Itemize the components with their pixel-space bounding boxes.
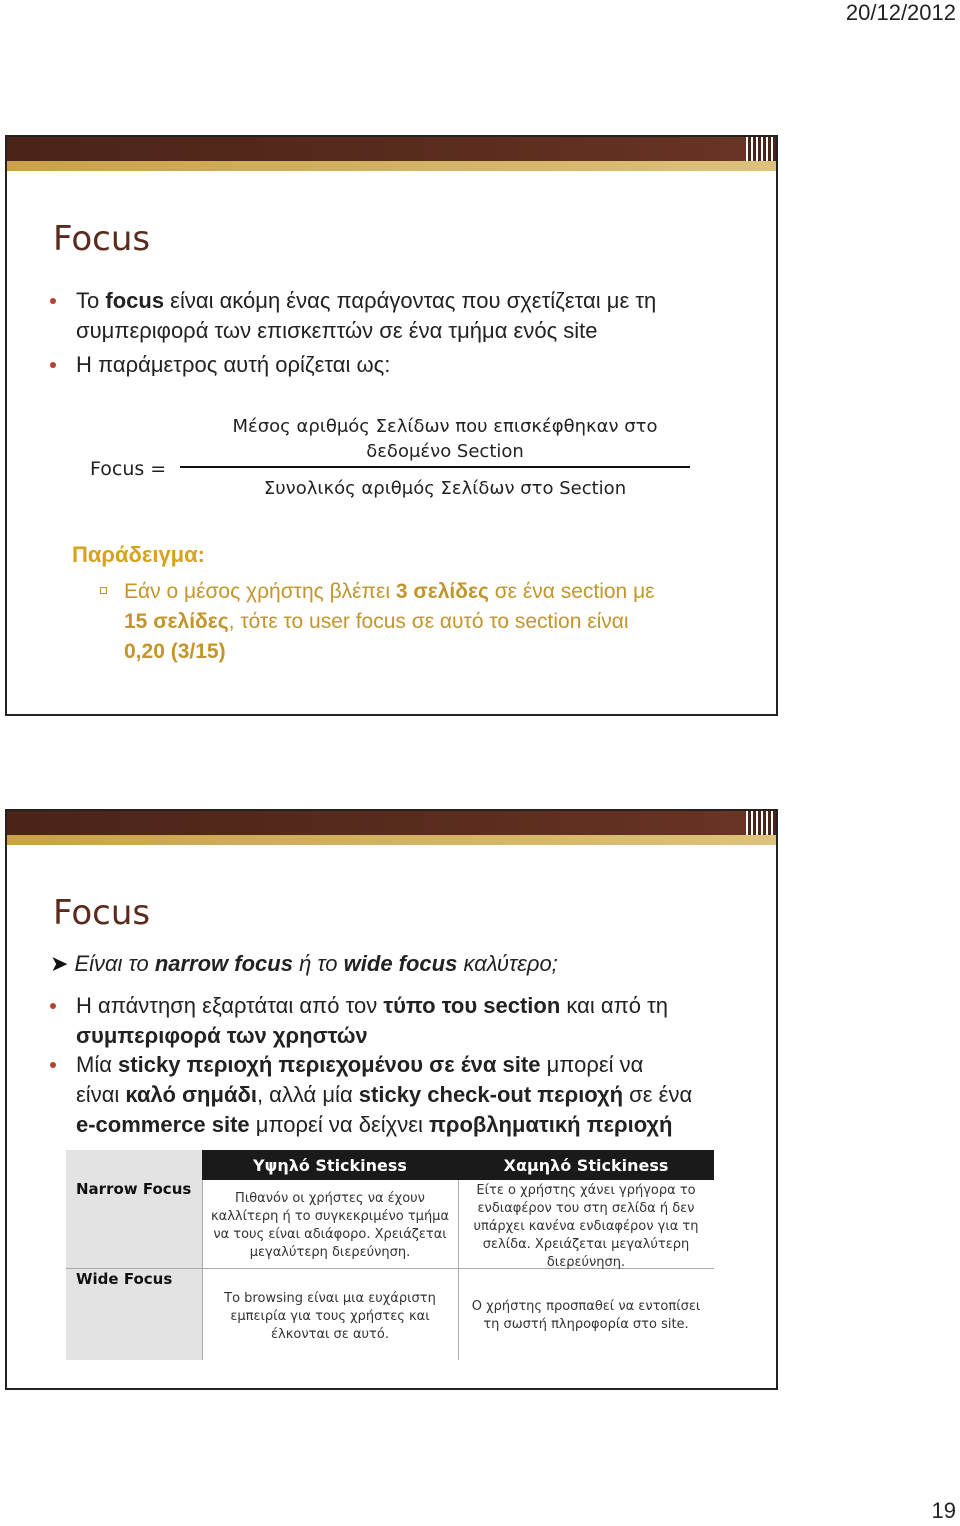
slide-header-bar [7,811,776,835]
table-header [202,1150,714,1180]
slide-accent-bar [7,835,776,845]
question-bullet: ➤ Είναι το narrow focus ή το wide focus καλύτερο; [50,951,558,976]
slide-title: Focus [53,893,151,933]
bullet-answer: Η απάντηση εξαρτάται από τον τύπο του section και από τη συμπεριφορά των χρηστών [50,991,700,1051]
header-low-stickiness: Χαμηλό Stickiness [503,1156,669,1175]
formula-lhs: Focus = [90,458,167,480]
bullet-parameter: Η παράμετρος αυτή ορίζεται ως: [50,350,700,380]
row-label-narrow: Narrow Focus [76,1180,192,1198]
example-label: Παράδειγμα: [72,542,205,567]
bullet-sticky: Μία sticky περιοχή περιεχομένου σε ένα site μπορεί να είναι καλό σημάδι, αλλά μία sticky check-out περιοχή σε ένα e-commerce site μπορεί να δείχνει προβληματική περιοχή [50,1050,720,1140]
bullet-dot-icon [50,1062,56,1068]
arrow-bullet-icon: ➤ [50,951,69,976]
formula-numerator: Μέσος αριθμός Σελίδων που επισκέφθηκαν στο δεδομένο Section [232,416,658,462]
cell-wide-high: Το browsing είναι μια ευχάριστη εμπειρία για τους χρήστες και έλκονται σε αυτό. [224,1291,436,1342]
example-text: Εάν ο μέσος χρήστης βλέπει 3 σελίδες σε ένα section με 15 σελίδες, τότε το user focus σε αυτό το section είναι 0,20 (3/15) [100,577,720,667]
bullet-focus-definition: Το focus είναι ακόμη ένας παράγοντας που σχετίζεται με τη συμπεριφορά των επισκεπτών σε ένα τμήμα ενός site [50,286,700,346]
square-bullet-icon [100,587,107,594]
table-divider [202,1180,203,1360]
formula-denominator: Συνολικός αριθμός Σελίδων στο Section [263,478,627,499]
page-number: 19 [931,1498,956,1523]
bullet-dot-icon [50,298,56,304]
cell-wide-low: Ο χρήστης προσπαθεί να εντοπίσει τη σωστή πληροφορία στο site. [471,1299,701,1332]
page-date: 20/12/2012 [845,0,956,25]
header-high-stickiness: Υψηλό Stickiness [253,1156,407,1175]
focus-formula [90,410,700,510]
bullet-dot-icon [50,362,56,368]
slide-title: Focus [53,219,151,259]
row-label-wide: Wide Focus [76,1270,173,1288]
slide-accent-bar [7,161,776,171]
fraction-line [180,466,690,468]
stickiness-focus-table [66,1150,714,1360]
slide-header-bar [7,137,776,161]
cell-narrow-low: Είτε ο χρήστης χάνει γρήγορα το ενδιαφέρον του στη σελίδα ή δεν υπάρχει κανένα ενδιαφέρον για τη σελίδα. Χρειάζεται μεγαλύτερη διερεύνηση. [473,1183,699,1270]
table-divider [458,1180,459,1360]
bullet-dot-icon [50,1003,56,1009]
cell-narrow-high: Πιθανόν οι χρήστες να έχουν καλλίτερη ή το συγκεκριμένο τμήμα να τους είναι αδιάφορο. Χρειάζεται μεγαλύτερη διερεύνηση. [210,1191,450,1260]
